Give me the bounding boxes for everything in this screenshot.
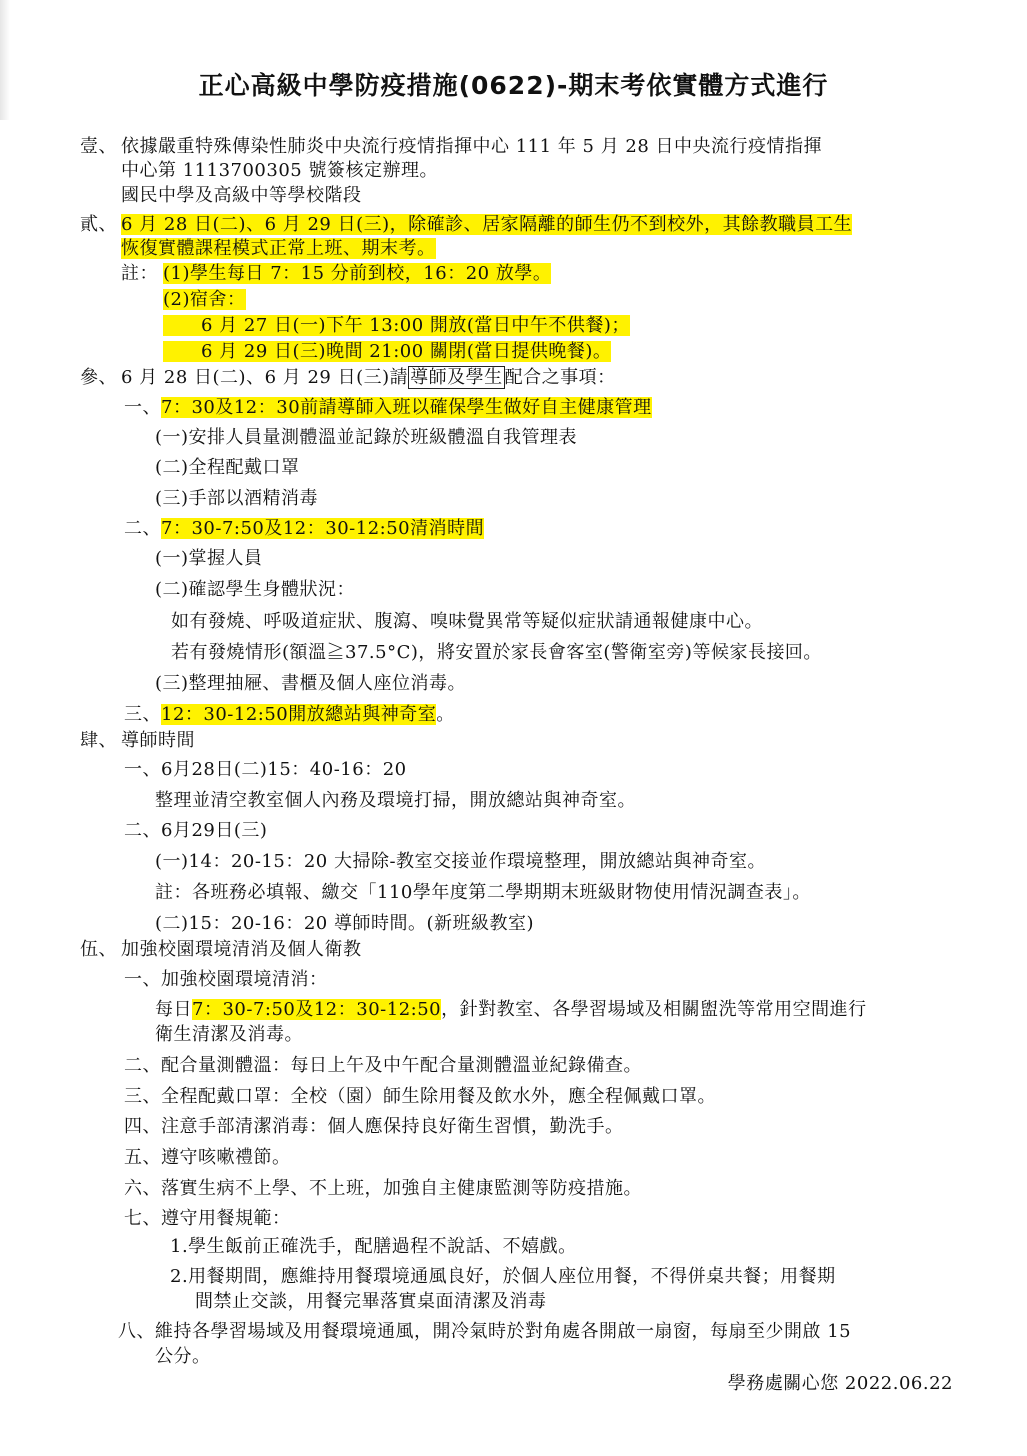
section-2-note3-text: 6 月 27 日(一)下午 13:00 開放(當日中午不供餐)； (163, 315, 630, 336)
section-5-item7-2-line1: 2.用餐期間，應維持用餐環境通風良好，於個人座位用餐，不得併桌共餐；用餐期 (170, 1266, 836, 1287)
section-3-item2-b: (二)確認學生身體狀況： (155, 579, 356, 600)
section-5-item8-line2: 公分。 (155, 1346, 211, 1367)
section-3-item2-c: (三)整理抽屜、書櫃及個人座位消毒。 (155, 673, 467, 694)
section-5-item6: 六、落實生病不上學、不上班，加強自主健康監測等防疫措施。 (124, 1178, 642, 1199)
section-2-line1-text: 6 月 28 日(二)、6 月 29 日(三)，除確診、居家隔離的師生仍不到校外，其餘教職員工生 (121, 214, 853, 235)
section-3-heading (121, 366, 616, 390)
section-3-item2-b2: 若有發燒情形(額溫≧37.5°C)，將安置於家長會客室(警衛室旁)等候家長接回。 (171, 642, 822, 663)
section-3-item2-text: 7：30-7:50及12：30-12:50清消時間 (161, 518, 485, 539)
section-5-item1: 一、加強校園環境清消： (124, 969, 328, 990)
section-4-item2-b: (二)15：20-16：20 導師時間。(新班級教室) (155, 913, 535, 934)
section-5-item1-post: ，針對教室、各學習場域及相關盥洗等常用空間進行 (441, 999, 867, 1020)
section-2-note1 (163, 262, 551, 286)
section-2-note-label: 註： (121, 263, 158, 284)
section-1-label: 壹、 (80, 136, 117, 157)
section-5-item1-line1 (155, 998, 867, 1022)
section-3-item1-a: (一)安排人員量測體溫並記錄於班級體溫自我管理表 (155, 427, 578, 448)
section-2-note4 (163, 340, 611, 364)
section-1-line1: 依據嚴重特殊傳染性肺炎中央流行疫情指揮中心 111 年 5 月 28 日中央流行疫情指揮 (121, 136, 823, 157)
document-title: 正心高級中學防疫措施(0622)-期末考依實體方式進行 (198, 71, 829, 100)
section-5-item3: 三、全程配戴口罩：全校（園）師生除用餐及飲水外，應全程佩戴口罩。 (124, 1086, 716, 1107)
section-4-heading: 導師時間 (121, 730, 195, 751)
section-5-item2: 二、配合量測體溫：每日上午及中午配合量測體溫並紀錄備查。 (124, 1055, 642, 1076)
section-4-item2-a: (一)14：20-15：20 大掃除-教室交接並作環境整理，開放總站與神奇室。 (155, 851, 767, 872)
section-2-note2 (163, 288, 246, 312)
page-edge-shadow (0, 0, 10, 120)
section-2-note3 (163, 314, 630, 338)
section-4-label: 肆、 (80, 730, 117, 751)
section-2-line2-text: 恢復實體課程模式正常上班、期末考。 (121, 238, 436, 259)
section-5-heading: 加強校園環境清消及個人衛教 (121, 939, 362, 960)
section-3-item1-label: 一、 (124, 397, 161, 418)
section-3-item2 (124, 517, 484, 541)
section-2-note1-text: (1)學生每日 7：15 分前到校，16：20 放學。 (163, 263, 552, 284)
section-4-item1: 一、6月28日(二)15：40-16：20 (124, 759, 407, 780)
section-5-item4: 四、注意手部清潔消毒：個人應保持良好衛生習慣，勤洗手。 (124, 1116, 624, 1137)
section-3-heading-boxed: 導師及學生 (410, 367, 503, 388)
section-3-item3-post: 。 (436, 704, 455, 725)
section-3-item1-c: (三)手部以酒精消毒 (155, 488, 319, 509)
section-5-item7: 七、遵守用餐規範： (124, 1208, 291, 1229)
section-3-item1 (124, 396, 652, 420)
section-4-item1-a: 整理並清空教室個人內務及環境打掃，開放總站與神奇室。 (155, 790, 636, 811)
section-2-note2-text: (2)宿舍： (163, 289, 246, 310)
section-2-label: 貳、 (80, 214, 117, 235)
section-3-item2-b1: 如有發燒、呼吸道症狀、腹瀉、嗅味覺異常等疑似症狀請通報健康中心。 (171, 611, 763, 632)
section-5-item8-line1: 八、維持各學習場域及用餐環境通風，開冷氣時於對角處各開啟一扇窗，每扇至少開啟 15 (118, 1321, 852, 1342)
section-1-line3: 國民中學及高級中等學校階段 (121, 185, 362, 206)
section-3-item3-text: 12：30-12:50開放總站與神奇室 (161, 704, 437, 725)
section-3-heading-pre: 6 月 28 日(二)、6 月 29 日(三)請 (121, 367, 409, 388)
section-5-item1-highlight: 7：30-7:50及12：30-12:50 (192, 999, 442, 1020)
section-2-note4-text: 6 月 29 日(三)晚間 21:00 關閉(當日提供晚餐)。 (163, 341, 611, 362)
section-3-item2-a: (一)掌握人員 (155, 548, 263, 569)
section-5-item1-line2: 衛生清潔及消毒。 (155, 1024, 303, 1045)
section-5-item1-pre: 每日 (155, 999, 192, 1020)
section-4-item2: 二、6月29日(三) (124, 820, 268, 841)
section-5-item7-1: 1.學生飯前正確洗手，配膳過程不說話、不嬉戲。 (170, 1236, 577, 1257)
section-3-item3 (124, 703, 455, 727)
section-2-line2 (121, 237, 436, 261)
section-3-label: 參、 (80, 367, 117, 388)
section-3-heading-post: 配合之事項： (504, 367, 616, 388)
section-5-label: 伍、 (80, 939, 117, 960)
section-3-item2-label: 二、 (124, 518, 161, 539)
section-1-line2: 中心第 1113700305 號簽核定辦理。 (121, 160, 438, 181)
section-5-item5: 五、遵守咳嗽禮節。 (124, 1147, 291, 1168)
section-3-item1-b: (二)全程配戴口罩 (155, 457, 300, 478)
section-5-item7-2-line2: 間禁止交談，用餐完畢落實桌面清潔及消毒 (195, 1291, 547, 1312)
section-2-line1 (121, 213, 852, 237)
section-4-item2-note: 註：各班務必填報、繳交「110學年度第二學期期末班級財物使用情況調查表」。 (155, 882, 811, 903)
section-3-item3-label: 三、 (124, 704, 161, 725)
section-3-item1-text: 7：30及12：30前請導師入班以確保學生做好自主健康管理 (161, 397, 652, 418)
footer-signature: 學務處關心您 2022.06.22 (727, 1373, 953, 1394)
